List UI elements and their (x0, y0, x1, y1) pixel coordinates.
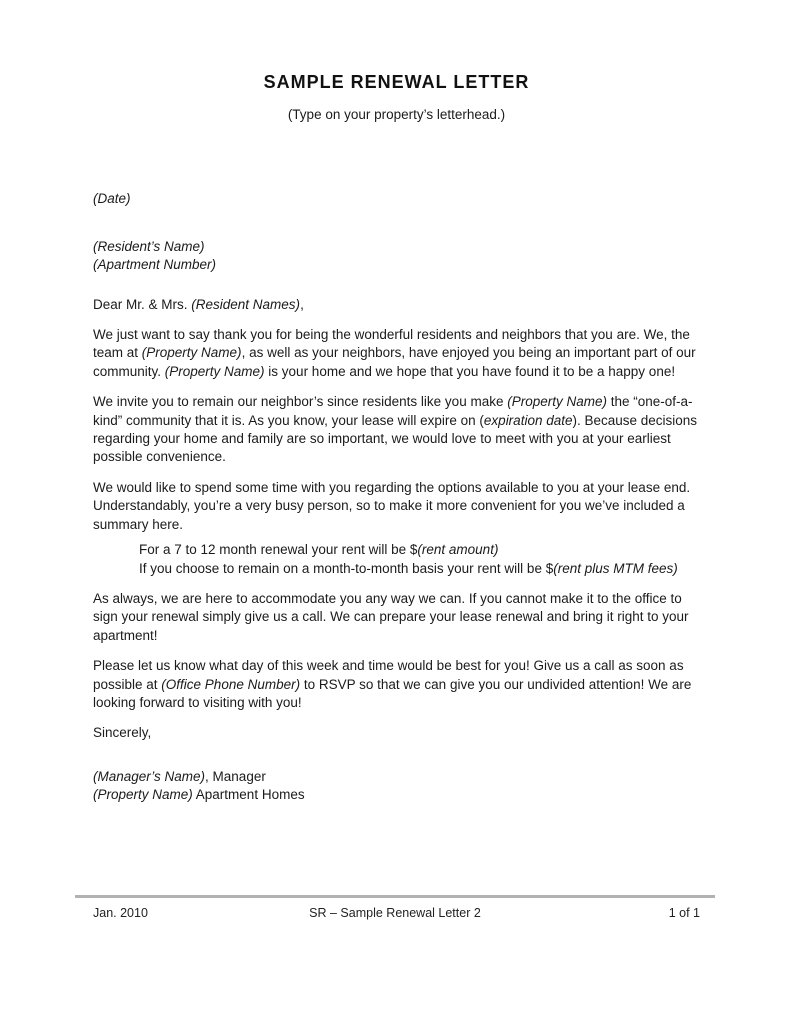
paragraph-rsvp: Please let us know what day of this week and time would be best for you! Give us a call as soon as possible at (Office Phone Number) to RSVP so that we can give you our undivided attention! We are looking forward to visiting with you! (93, 658, 692, 710)
footer-page-number: 1 of 1 (668, 906, 700, 920)
paragraph-accommodate: As always, we are here to accommodate you any way we can. If you cannot make it to the office to sign your renewal simply give us a call. We can prepare your lease renewal and bring it right to your apartment! (93, 590, 689, 643)
property-name-line: (Property Name) Apartment Homes (93, 787, 305, 803)
letter-subtitle: (Type on your property’s letterhead.) (287, 107, 506, 122)
letter-title: SAMPLE RENEWAL LETTER (263, 72, 530, 92)
rent-month-to-month-line: If you choose to remain on a month-to-month basis your rent will be $(rent plus MTM fees) (139, 560, 678, 576)
closing-line: Sincerely, (93, 725, 152, 741)
page-footer (75, 895, 715, 922)
paragraph-lease-options: We would like to spend some time with you regarding the options available to you at your lease end. Understandably, you’re a very busy person, so to make it more convenient for you we’ve included a summary here. (93, 479, 691, 532)
apartment-number-placeholder: (Apartment Number) (93, 257, 217, 273)
salutation-line: Dear Mr. & Mrs. (Resident Names), (93, 296, 304, 312)
footer-date: Jan. 2010 (93, 906, 148, 920)
recipient-block (93, 238, 700, 275)
signature-block (93, 768, 700, 805)
resident-name-placeholder: (Resident’s Name) (93, 238, 205, 254)
footer-document-title: SR – Sample Renewal Letter 2 (309, 906, 481, 920)
manager-name-line: (Manager’s Name), Manager (93, 768, 266, 784)
paragraph-invitation: We invite you to remain our neighbor’s since residents like you make (Property Name) the “one-of-a-kind” community that it is. As you know, your lease will expire on (expiration date). Because decisions regarding your home and family are so important, we would love to meet with you at your earliest possible convenience. (93, 394, 698, 465)
paragraph-thank-you: We just want to say thank you for being the wonderful residents and neighbors that you are. We, the team at (Property Name), as well as your neighbors, have enjoyed you being an important part of our community. (Property Name) is your home and we hope that you have found it to be a happy one! (93, 327, 696, 379)
date-placeholder: (Date) (93, 191, 131, 207)
rent-renewal-line: For a 7 to 12 month renewal your rent will be $(rent amount) (139, 542, 499, 558)
rent-summary-block (139, 541, 700, 578)
